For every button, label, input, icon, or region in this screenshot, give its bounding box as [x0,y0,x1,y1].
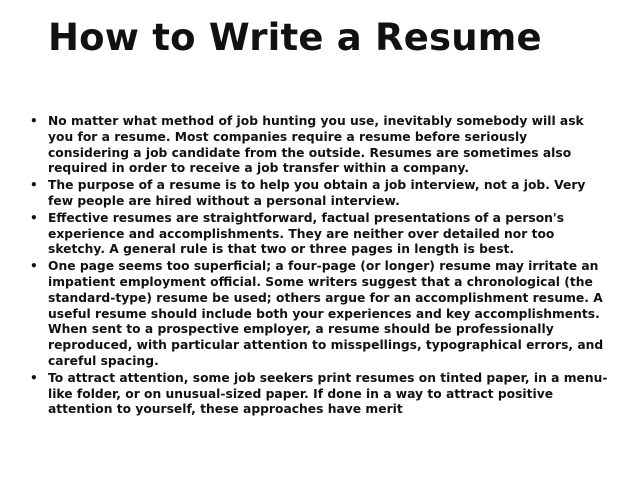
bullet-item-1 [30,114,612,177]
bullet-item-2 [30,178,612,210]
bullet-item-3 [30,211,612,258]
bullet-item-5 [30,371,612,418]
bullet-dot-icon: • [30,178,38,193]
bullet-dot-icon: • [30,259,38,274]
bullet-text-1: No matter what method of job hunting you use, inevitably somebody will ask you for a resume. Most companies require a resume before seriously considering a job candidate from the outside. Resumes are sometimes also required in order to receive a job transfer within a company. [48,114,584,176]
bullet-list [30,114,612,419]
bullet-text-3: Effective resumes are straightforward, factual presentations of a person's experience and accomplishments. They are neither over detailed nor too sketchy. A general rule is that two or three pages in length is best. [48,210,565,257]
bullet-text-4: One page seems too superficial; a four-page (or longer) resume may irritate an impatient employment official. Some writers suggest that a chronological (the standard-type) resume be used; others argue for an accomplishment resume. A useful resume should include both your experiences and key accomplishments. When sent to a prospective employer, a resume should be professionally reproduced, with particular attention to misspellings, typographical errors, and careful spacing. [48,259,604,368]
bullet-text-5: To attract attention, some job seekers print resumes on tinted paper, in a menu-like folder, or on unusual-sized paper. If done in a way to attract positive attention to yourself, these approaches have merit [48,370,608,417]
slide-title: How to Write a Resume [48,16,542,59]
bullet-dot-icon: • [30,114,38,128]
bullet-item-4 [30,259,612,370]
bullet-text-2: The purpose of a resume is to help you obtain a job interview, not a job. Very few people are hired without a personal interview. [48,178,586,208]
bullet-dot-icon: • [30,210,38,225]
bullet-dot-icon: • [30,370,38,385]
